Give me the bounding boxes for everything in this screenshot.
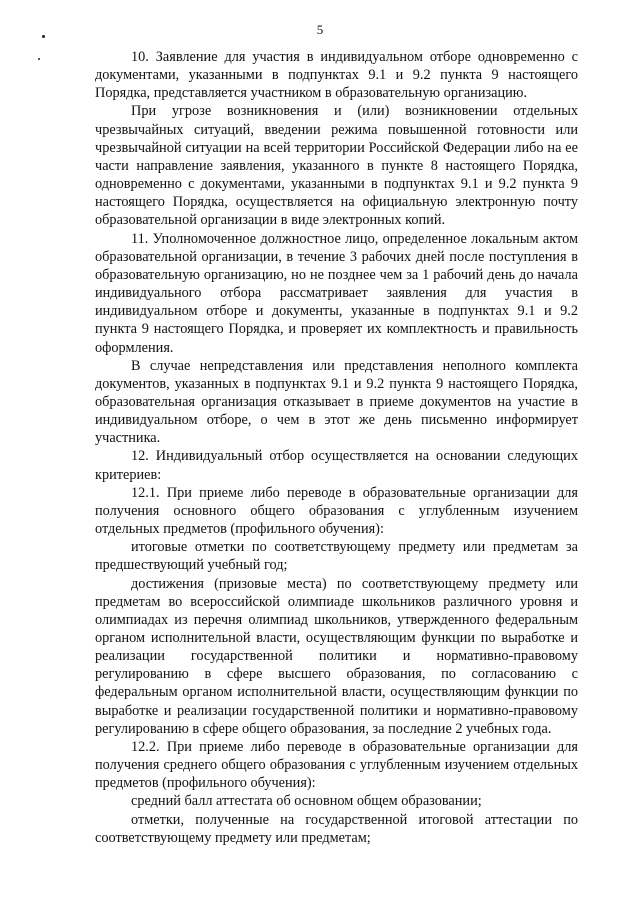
paragraph-emergency: При угрозе возникновения и (или) возникновении отдельных чрезвычайных ситуаций, введении режима повышенной готовности или чрезвычайной ситуации на всей территории Российской Федерации либо на ее части направление заявления, указанного в пункте 8 настоящего Порядка, одновременно с документами, указанными в подпунктах 9.1 и 9.2 пункта 9 настоящего Порядка, осуществляется на официальную электронную почту образовательной организации в виде электронных копий.	[95, 103, 578, 229]
paragraph-10: 10. Заявление для участия в индивидуальном отборе одновременно с документами, указанными в подпунктах 9.1 и 9.2 пункта 9 настоящего Порядка, представляется участником в образовательную организацию.	[95, 49, 578, 102]
document-body	[95, 48, 578, 847]
criterion-exam-grades: отметки, полученные на государственной итоговой аттестации по соответствующему предмету или предметам;	[95, 811, 578, 846]
paragraph-12-1: 12.1. При приеме либо переводе в образовательные организации для получения основного общего образования с углубленным изучением отдельных предметов (профильного обучения):	[95, 484, 578, 538]
paragraph-11: 11. Уполномоченное должностное лицо, определенное локальным актом образовательной организации, в течение 3 рабочих дней после поступления в образовательную организацию, но не позднее чем за 1 рабочий день до начала индивидуального отбора рассматривает заявления для участия в индивидуальном отборе и документы, указанные в подпунктах 9.1 и 9.2 пункта 9 настоящего Порядка, и проверяет их комплектность и правильность оформления.	[95, 230, 578, 356]
criterion-average-score: средний балл аттестата об основном общем образовании;	[131, 793, 482, 810]
paragraph-12: 12. Индивидуальный отбор осуществляется на основании следующих критериев:	[95, 448, 578, 483]
scan-speck	[38, 58, 40, 60]
paragraph-incomplete-documents: В случае непредставления или представления неполного комплекта документов, указанных в подпунктах 9.1 и 9.2 пункта 9 настоящего Порядка, образовательная организация отказывает в приеме документов на участие в индивидуальном отборе, о чем в этот же день письменно информирует участника.	[95, 357, 578, 447]
paragraph-12-2: 12.2. При приеме либо переводе в образовательные организации для получения среднего общего образования с углубленным изучением отдельных предметов (профильного обучения):	[95, 738, 578, 792]
criterion-olympiad-achievements: достижения (призовые места) по соответствующему предмету или предметам во всероссийской олимпиаде школьников различного уровня и олимпиадах из перечня олимпиад школьников, утвержденного федеральным органом исполнительной власти, осуществляющим функции по выработке и реализации государственной политики и нормативно-правовому регулированию в сфере высшего образования, по согласованию с федеральным органом исполнительной власти, осуществляющим функции по выработке и реализации государственной политики и нормативно-правовому регулированию в сфере общего образования, за последние 2 учебных года.	[95, 575, 578, 737]
criterion-final-grades: итоговые отметки по соответствующему предмету или предметам за предшествующий учебный год;	[95, 539, 578, 574]
page-number: 5	[316, 22, 324, 37]
